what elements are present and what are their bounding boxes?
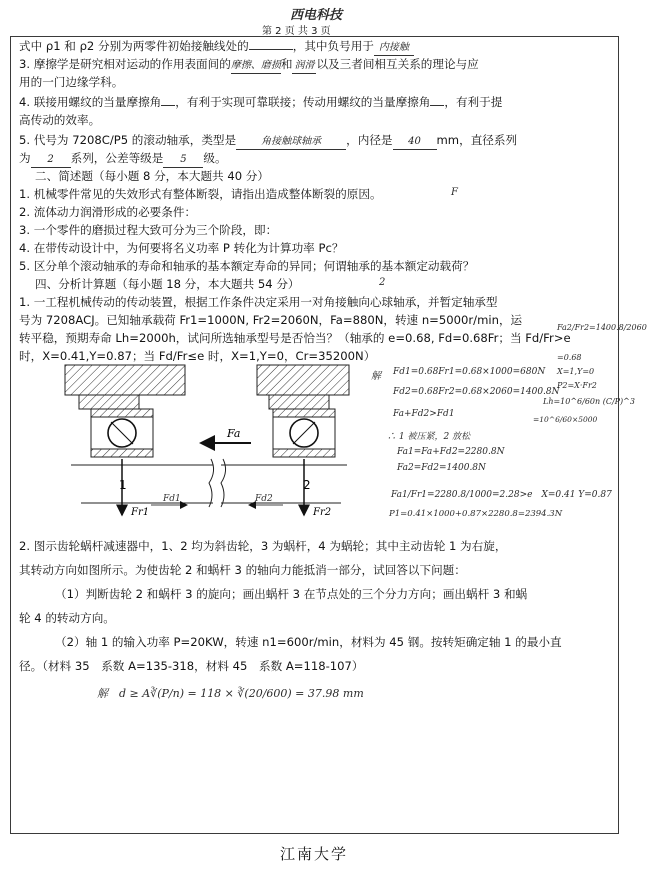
- fr2-label: Fr2: [313, 507, 332, 518]
- fd2-label: Fd2: [255, 494, 273, 504]
- fd1-label: Fd1: [163, 494, 181, 504]
- fa-label: Fa: [227, 427, 241, 440]
- problem-4-1-line-3: 转平稳，预期寿命 Lh=2000h，试问所选轴承型号是否恰当？（轴承的 e=0.68, Fd=0.68Fr；当 Fd/Fr>e: [19, 331, 571, 345]
- fill-line-1: 式中 ρ1 和 ρ2 分别为两零件初始接触线处的 ，其中负号用于 内接触: [19, 39, 414, 56]
- housing-left: [65, 365, 185, 409]
- scribble: 2: [379, 277, 386, 288]
- bearing-2-label: 2: [303, 478, 311, 492]
- footer-school: 江南大学: [279, 845, 348, 863]
- bearing-1-label: 1: [119, 478, 127, 492]
- bearing-1: [91, 409, 153, 457]
- fill-line-2: 3. 摩擦学是研究相对运动的作用表面间的摩擦、磨损和 润滑 以及三者间相互关系的理论与应: [19, 57, 479, 74]
- scribble: F: [451, 187, 458, 198]
- question-2-4: 4. 在带传动设计中，为何要将名义功率 P 转化为计算功率 Pc？: [19, 241, 344, 255]
- problem-4-1-line-4: 时，X=0.41,Y=0.87；当 Fd/Fr≤e 时，X=1,Y=0，Cr=35200N）: [19, 349, 376, 363]
- section-2-heading: 二、简述题（每小题 8 分，本大题共 40 分）: [35, 169, 269, 183]
- question-2-5: 5. 区分单个滚动轴承的寿命和轴承的基本额定寿命的异同；何谓轴承的基本额定动载荷？: [19, 259, 475, 273]
- exam-page: 式中 ρ1 和 ρ2 分别为两零件初始接触线处的 ，其中负号用于 内接触 3. 摩擦学是研究相对运动的作用表面间的摩擦、磨损和 润滑 以及三者间相互关系的理论与应 用的一门边缘学科。 4. 联接用螺纹的当量摩擦角 ，有利于实现可靠联接；传动用螺纹的当量摩擦角 ，有利于提 高传动的效率。 5. 代号为 7208C/P5 的滚动轴承，类型是 角接触球轴承 ，内径是 40 mm，直径系列 为 2 系列，公差等级是 5 级。 二、简述题（每小题 8 分，本大题共 40 分） 1. 机械零件常见的失效形式有整体断裂，请指出造成整体断裂的原因。 F 2. 流体动力润滑形成的必要条件： 3. 一个零件的磨损过程大致可分为三个阶段，即： 4. 在带传动设计中，为何要将名义功率 P 转化为计算功率 Pc？ 5. 区分单个滚动轴承的寿命和轴承的基本额定寿命的异同；何谓轴承的基本额定动载荷？ 2 四、分析计算题（每小题 18 分，本大题共 54 分） 1. 一工程机械传动的传动装置，根据工作条件决定采用一对角接触向心球轴承，并暂定轴承型 号为 7208ACJ。已知轴承载荷 Fr1=1000N, Fr2=2060N，Fa=880N，转速 n=5000r/min，运 转平稳，预期寿命 Lh=2000h，试问所选轴承型号是否恰当？（轴承的 e=0.68, Fd=0.68Fr；当 Fd/Fr>e 时，X=0.41,Y=0.87；当 Fd/Fr≤e 时，X=1,Y=0，Cr=35200N） Fa 1 2 Fr1 Fr2 Fd1 Fd2 解 Fd1=0.68Fr1=0.68×1000=680N Fd2=0.68Fr2=0.68×2060=1400.8N Fa+Fd2>Fd1 ∴ 1 被压紧，2 放松 Fa1=Fa+Fd2=2280.8N Fa2=Fd2=1400.8N Fa1/Fr1=2280.8/1000=2.28>e X=0.41 Y=0.87 P1=0.41×1000+0.87×2280.8=2394.3N Fa2/Fr2=1400.8/2060 =0.68 X=1,Y=0 P2=X·Fr2 Lh=10^6/60n (C/P)^3 =10^6/60×5000 2. 图示齿轮蜗杆减速器中，1、2 均为斜齿轮，3 为蜗杆，4 为蜗轮；其中主动齿轮 1 为右旋， 其转动方向如图所示。为使齿轮 2 和蜗杆 3 的轴向力能抵消一部分，试回答以下问题： （1）判断齿轮 2 和蜗杆 3 的旋向；画出蜗杆 3 在节点处的三个分力方向；画出蜗杆 3 和蜗 轮 4 的转动方向。 （2）轴 1 的输入功率 P=20KW，转速 n1=600r/min，材料为 45 钢。按转矩确定轴 1 的最小直 径。（材料 35 系数 A=135-318，材料 45 系数 A=118-107） 解 d ≥ A∛(P/n) = 118 × ∛(20/600) = 37.98 mm: [10, 36, 619, 834]
- fill-line-7: 为 2 系列，公差等级是 5 级。: [19, 151, 227, 168]
- fill-line-4: 4. 联接用螺纹的当量摩擦角 ，有利于实现可靠联接；传动用螺纹的当量摩擦角 ，有利于提: [19, 95, 503, 109]
- question-2-2: 2. 流体动力润滑形成的必要条件：: [19, 205, 197, 219]
- housing-right: [257, 365, 349, 409]
- problem-4-2-sub-1-cont: 轮 4 的转动方向。: [19, 611, 115, 625]
- bearing-2: [273, 409, 335, 457]
- handwritten-title: 西电科技: [290, 8, 343, 23]
- problem-4-2-sub-2-cont: 径。（材料 35 系数 A=135-318，材料 45 系数 A=118-107）: [19, 659, 364, 673]
- question-2-1: 1. 机械零件常见的失效形式有整体断裂，请指出造成整体断裂的原因。: [19, 187, 382, 201]
- page-info: 第 2 页 共 3 页: [262, 26, 331, 37]
- problem-4-2-sub-1: （1）判断齿轮 2 和蜗杆 3 的旋向；画出蜗杆 3 在节点处的三个分力方向；画出蜗杆 3 和蜗: [55, 587, 528, 601]
- problem-4-2-line-1: 2. 图示齿轮蜗杆减速器中，1、2 均为斜齿轮，3 为蜗杆，4 为蜗轮；其中主动齿轮 1 为右旋，: [19, 539, 507, 553]
- problem-4-1-line-2: 号为 7208ACJ。已知轴承载荷 Fr1=1000N, Fr2=2060N，Fa=880N，转速 n=5000r/min，运: [19, 313, 523, 327]
- fill-line-3: 用的一门边缘学科。: [19, 75, 124, 89]
- bearing-diagram: [51, 355, 351, 520]
- problem-4-1-line-1: 1. 一工程机械传动的传动装置，根据工作条件决定采用一对角接触向心球轴承，并暂定轴承型: [19, 295, 498, 309]
- problem-4-2-line-2: 其转动方向如图所示。为使齿轮 2 和蜗杆 3 的轴向力能抵消一部分，试回答以下问题：: [19, 563, 466, 577]
- fill-line-6: 5. 代号为 7208C/P5 的滚动轴承，类型是 角接触球轴承 ，内径是 40 mm，直径系列: [19, 133, 517, 150]
- handwritten-solution-2: 解 d ≥ A∛(P/n) = 118 × ∛(20/600) = 37.98 mm: [97, 687, 364, 700]
- fill-line-5: 高传动的效率。: [19, 113, 101, 127]
- question-2-3: 3. 一个零件的磨损过程大致可分为三个阶段，即：: [19, 223, 278, 237]
- section-4-heading: 四、分析计算题（每小题 18 分，本大题共 54 分）: [35, 277, 300, 291]
- fr1-label: Fr1: [131, 507, 150, 518]
- problem-4-2-sub-2: （2）轴 1 的输入功率 P=20KW，转速 n1=600r/min，材料为 45 钢。按转矩确定轴 1 的最小直: [55, 635, 562, 649]
